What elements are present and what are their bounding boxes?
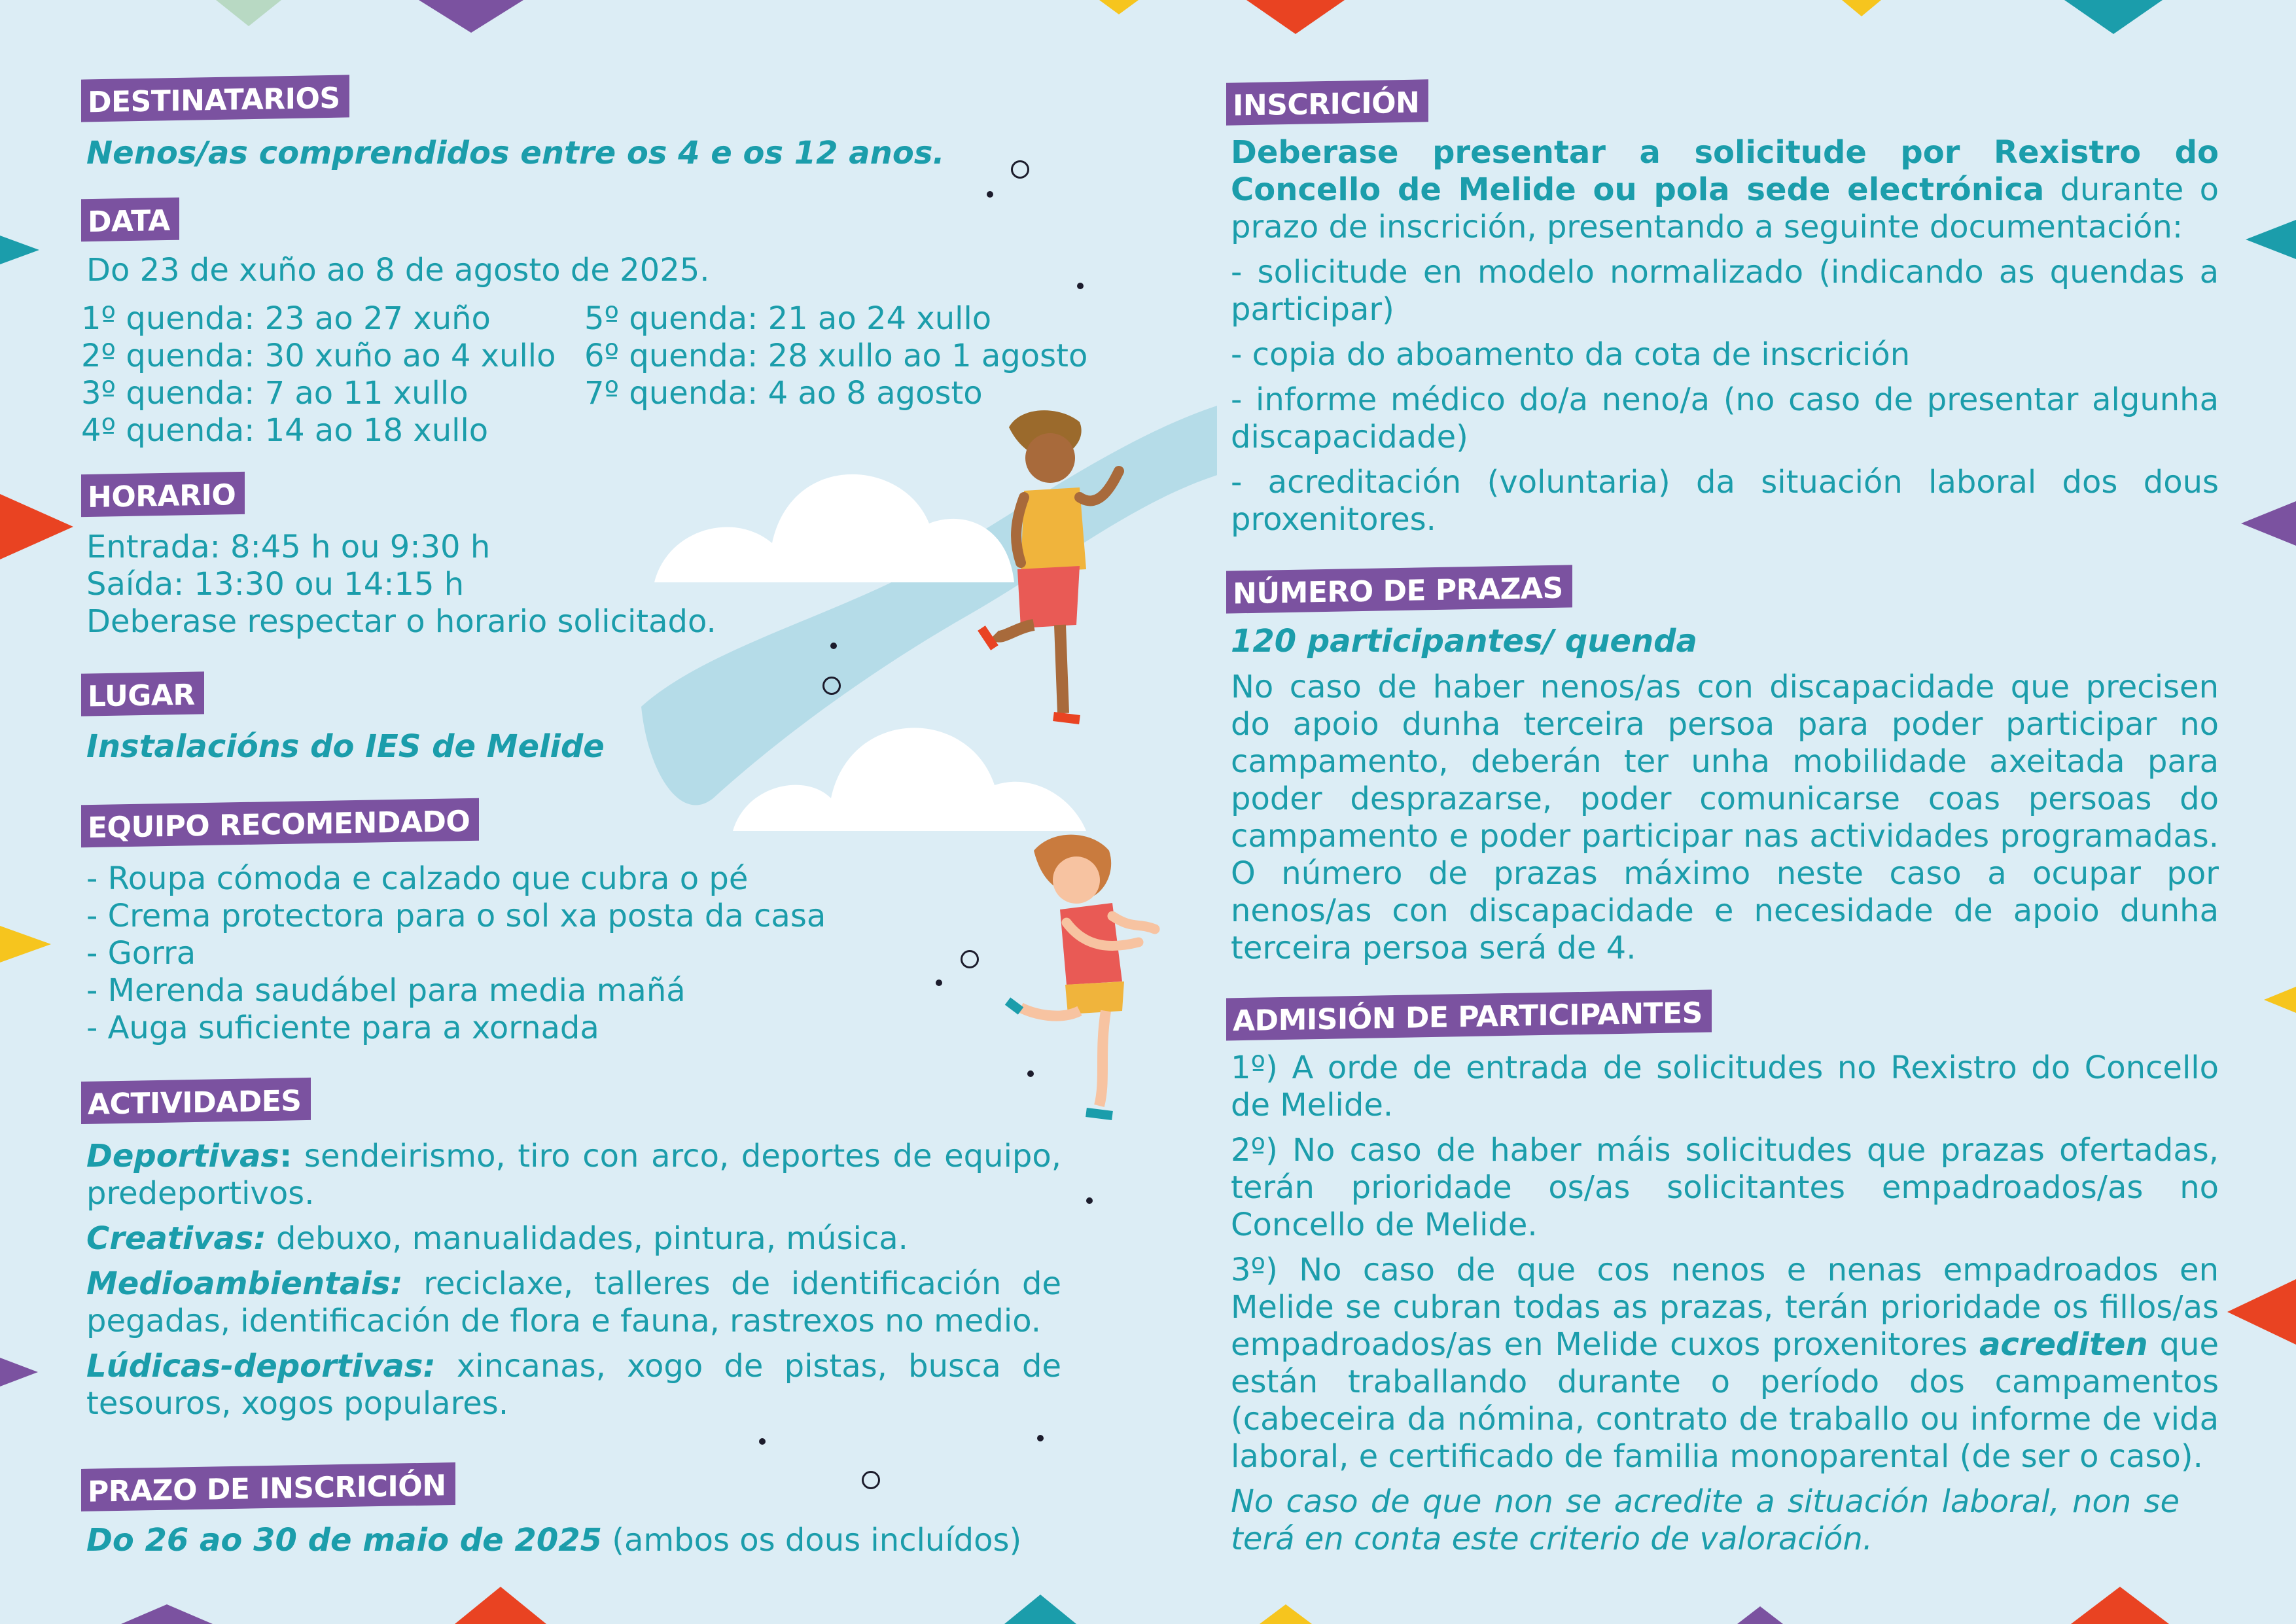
dot-decoration [1037,1435,1044,1441]
actividade-deportivas: Deportivas: sendeirismo, tiro con arco, deportes de equipo, predeportivos. [86,1138,1061,1212]
inscricion-doc: - solicitude en modelo normalizado (indicando as quendas a participar) [1231,254,2219,328]
prazo-dates: Do 26 ao 30 de maio de 2025 [86,1522,603,1559]
horario-header: HORARIO [81,472,245,517]
actividade-medioambientais: Medioambientais: reciclaxe, talleres de identificación de pegadas, identificación de flora e fauna, rastrexos no medio. [86,1265,1061,1339]
lugar-text: Instalacións do IES de Melide [86,728,605,765]
quenda-2: 2º quenda: 30 xuño ao 4 xullo [81,338,556,374]
inscricion-doc: - acreditación (voluntaria) da situación laboral dos dous proxenitores. [1231,464,2219,538]
prazas-highlight: 120 participantes/ quenda [1231,623,1697,660]
quendas-column-1 [81,300,556,450]
equipo-list [86,860,826,1047]
dot-decoration [1077,283,1084,289]
dot-decoration [1027,1070,1034,1077]
admision-criterio-1: 1º) A orde de entrada de solicitudes no Rexistro do Concello de Melide. [1231,1050,2219,1123]
actividade-creativas: Creativas: debuxo, manualidades, pintura, música. [86,1220,908,1257]
dot-decoration [936,980,942,986]
dot-decoration [1086,1197,1093,1204]
inscricion-body [1231,134,2219,538]
equipo-item: - Gorra [86,935,196,972]
quenda-3: 3º quenda: 7 ao 11 xullo [81,375,468,412]
horario-entrada: Entrada: 8:45 h ou 9:30 h [86,529,491,565]
destinatarios-text: Nenos/as comprendidos entre os 4 e os 12 anos. [86,135,945,171]
quenda-4: 4º quenda: 14 ao 18 xullo [81,412,489,449]
dot-decoration [759,1438,766,1445]
prazo-note: (ambos os dous incluídos) [602,1522,1022,1559]
equipo-item: - Crema protectora para o sol xa posta da casa [86,898,826,934]
horario-lines [86,529,716,641]
quenda-7: 7º quenda: 4 ao 8 agosto [584,375,983,412]
equipo-item: - Auga suficiente para a xornada [86,1010,599,1046]
equipo-item: - Roupa cómoda e calzado que cubra o pé [86,860,749,897]
ring-decoration [1011,160,1029,179]
inscricion-doc: - copia do aboamento da cota de inscrición [1231,336,1911,373]
inscricion-header: INSCRICIÓN [1226,79,1428,125]
prazo-text [86,1522,1021,1559]
inscricion-intro: Deberase presentar a solicitude por Rexistro do Concello de Melide ou pola sede electrónica durante o prazo de inscrición, presentando a seguinte documentación: [1231,134,2219,245]
prazas-text: No caso de haber nenos/as con discapacidade que precisen do apoio dunha terceira persoa para poder participar no campamento, deberán ter unha mobilidade axeitada para poder desprazarse, poder comunicarse coas persoas do campamento e poder participar nas actividades programadas. O número de prazas máximo neste caso a ocupar por nenos/as con discapacidade e necesidade de apoio dunha terceira persoa será de 4. [1231,669,2219,966]
quenda-5: 5º quenda: 21 ao 24 xullo [584,300,992,337]
equipo-header: EQUIPO RECOMENDADO [81,798,479,848]
actividades-list [86,1138,1061,1422]
ring-decoration [961,950,979,968]
lugar-header: LUGAR [81,671,204,716]
admision-header: ADMISIÓN DE PARTICIPANTES [1226,990,1712,1041]
dot-decoration [830,643,837,649]
quenda-1: 1º quenda: 23 ao 27 xuño [81,300,491,337]
data-range: Do 23 de xuño ao 8 de agosto de 2025. [86,252,710,289]
inscricion-doc: - informe médico do/a neno/a (no caso de presentar algunha discapacidade) [1231,381,2219,455]
admision-criterio-3: 3º) No caso de que cos nenos e nenas empadroados en Melide se cubran todas as prazas, terán prioridade os fillos/as empadroados/as en Melide cuxos proxenitores acrediten que están traballando durante o período dos campamentos (cabeceira da nómina, contrato de traballo ou informe de vida laboral, e certificado de familia monoparental (de ser o caso). [1231,1252,2219,1475]
horario-note: Deberase respectar o horario solicitado. [86,603,716,640]
prazas-header: NÚMERO DE PRAZAS [1226,565,1572,613]
dot-decoration [987,191,993,198]
prazo-header: PRAZO DE INSCRICIÓN [81,1462,455,1511]
equipo-item: - Merenda saudábel para media mañá [86,972,686,1009]
data-header: DATA [81,198,179,242]
ring-decoration [862,1471,880,1489]
quendas-column-2 [584,300,1087,412]
actividades-header: ACTIVIDADES [81,1078,311,1124]
actividade-ludicas: Lúdicas-deportivas: xincanas, xogo de pistas, busca de tesouros, xogos populares. [86,1348,1061,1422]
admision-body [1231,1050,2219,1558]
admision-note: No caso de que non se acredite a situación laboral, non se terá en conta este criterio de valoración. [1231,1483,2180,1557]
horario-saida: Saída: 13:30 ou 14:15 h [86,566,465,603]
admision-criterio-2: 2º) No caso de haber máis solicitudes que prazas ofertadas, terán prioridade os/as solicitantes empadroados/as no Concello de Melide. [1231,1132,2219,1243]
quenda-6: 6º quenda: 28 xullo ao 1 agosto [584,338,1088,374]
destinatarios-header: DESTINATARIOS [81,75,349,122]
ring-decoration [822,677,841,695]
